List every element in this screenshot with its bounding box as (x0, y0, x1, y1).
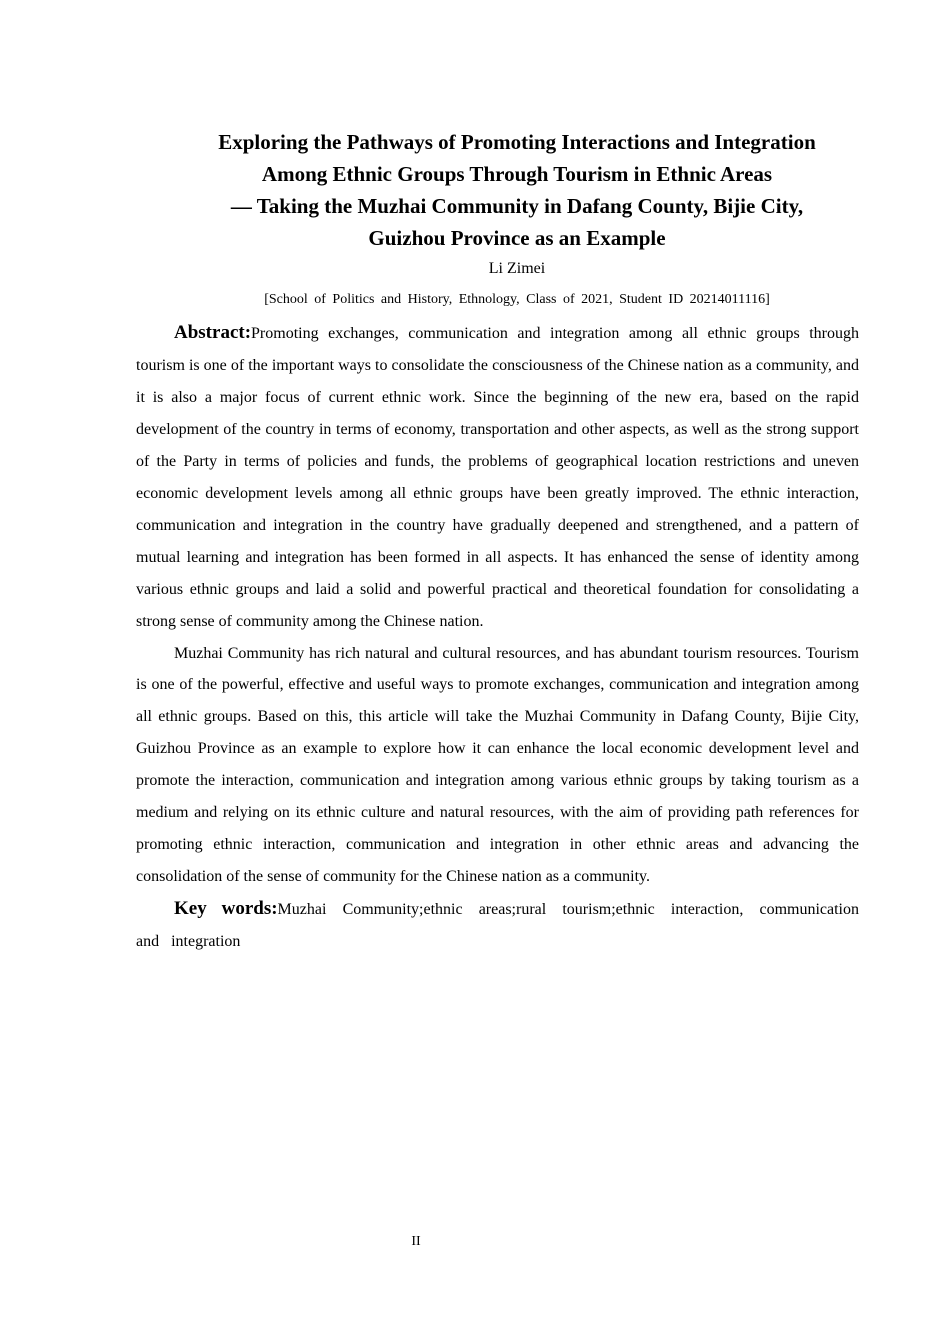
page-number: II (411, 1234, 421, 1249)
keywords-paragraph (136, 893, 859, 958)
title-line-4: Guizhou Province as an Example (368, 226, 666, 250)
keywords-text: Muzhai Community;ethnic areas;rural tourism;ethnic interaction, communication and integration (136, 901, 859, 951)
abstract-paragraph-2: Muzhai Community has rich natural and cultural resources, and has abundant tourism resources. Tourism is one of the powerful, effective and useful ways to promote exchanges, communication and integration among all ethnic groups. Based on this, this article will take the Muzhai Community in Dafang County, Bijie City, Guizhou Province as an example to explore how it can enhance the local economic development level and promote the interaction, communication and integration among various ethnic groups by taking tourism as a medium and relying on its ethnic culture and natural resources, with the aim of providing path references for promoting ethnic interaction, communication and integration in other ethnic areas and advancing the consolidation of the sense of community for the Chinese nation as a community. (136, 644, 859, 886)
abstract-paragraph-1-text: Promoting exchanges, communication and integration among all ethnic groups through tourism is one of the important ways to consolidate the consciousness of the Chinese nation as a community, and it is also a major focus of current ethnic work. Since the beginning of the new era, based on the rapid development of the country in terms of economy, transportation and other aspects, as well as the strong support of the Party in terms of policies and funds, the problems of geographical location restrictions and uneven economic development levels among all ethnic groups have been greatly improved. The ethnic interaction, communication and integration in the country have gradually deepened and strengthened, and a pattern of mutual learning and integration has been formed in all aspects. It has enhanced the sense of identity among various ethnic groups and laid a solid and powerful practical and theoretical foundation for consolidating a strong sense of community among the Chinese nation. (136, 325, 859, 630)
keywords-label: Key words: (174, 898, 278, 920)
title-line-2: Among Ethnic Groups Through Tourism in Ethnic Areas (261, 162, 773, 186)
title-line-1: Exploring the Pathways of Promoting Interactions and Integration (218, 130, 816, 154)
title-line-3: — Taking the Muzhai Community in Dafang County, Bijie City, (230, 194, 804, 218)
abstract-paragraph (136, 317, 859, 638)
abstract-section (136, 317, 859, 958)
abstract-label: Abstract: (174, 322, 252, 343)
author-name: Li Zimei (488, 260, 546, 277)
author-affiliation: [School of Politics and History, Ethnology, Class of 2021, Student ID 20214011116] (264, 292, 770, 307)
paper-title (136, 126, 898, 254)
